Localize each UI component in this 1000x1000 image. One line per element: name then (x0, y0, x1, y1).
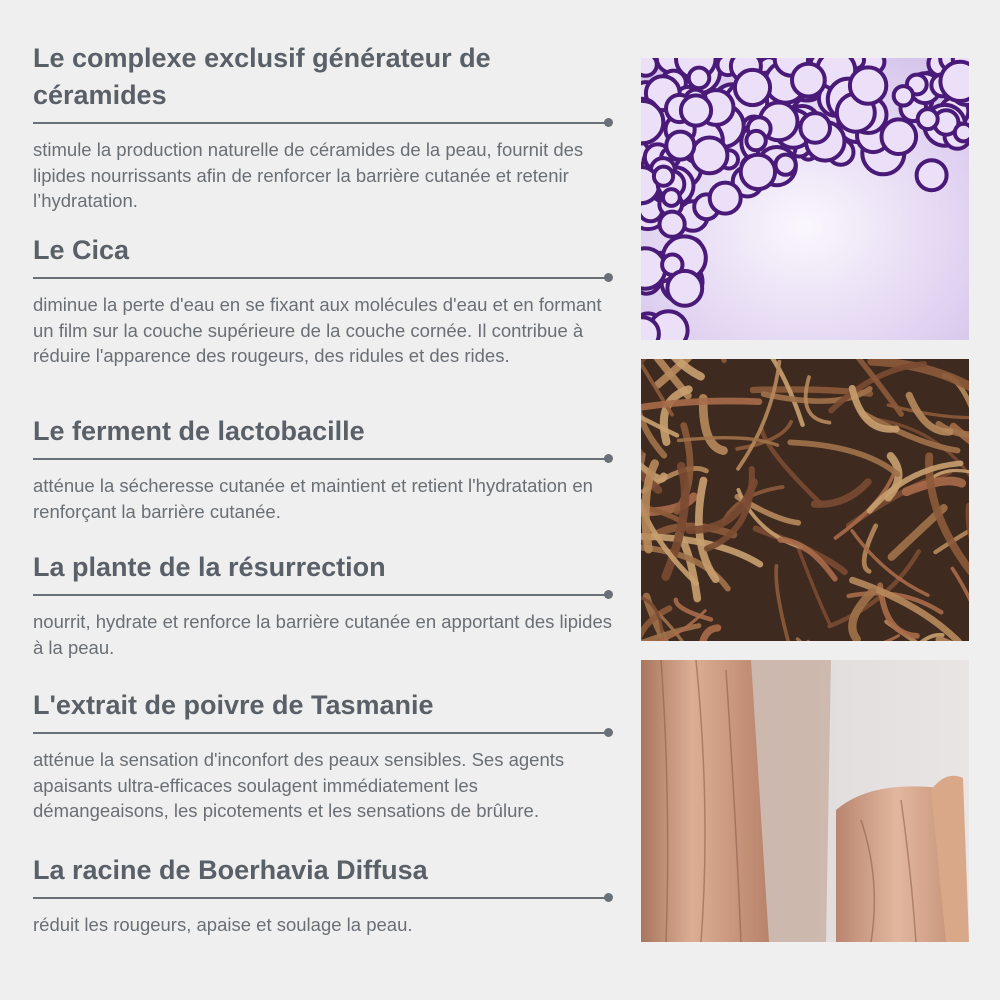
divider (33, 893, 613, 903)
section-description: diminue la perte d'eau en se fixant aux molécules d'eau et en formant un film sur la couche supérieure de la couche cornée. Il contribue à réduire l'apparence des rougeurs, des ridules et des rides. (33, 294, 602, 366)
section-title: Le Cica (33, 235, 130, 265)
section-title: La plante de la résurrection (33, 552, 386, 582)
divider (33, 273, 613, 283)
section-ceramides (33, 40, 613, 214)
bubbles-photo (641, 58, 969, 340)
section-title: Le ferment de lactobacille (33, 416, 365, 446)
divider (33, 454, 613, 464)
section-description: réduit les rougeurs, apaise et soulage la peau. (33, 914, 413, 935)
section-description: stimule la production naturelle de céramides de la peau, fournit des lipides nourrissants afin de renforcer la barrière cutanée et retenir l’hydratation. (33, 139, 584, 211)
section-boerhavia (33, 852, 613, 938)
section-description: atténue la sécheresse cutanée et maintient et retient l'hydratation en renforçant la barrière cutanée. (33, 475, 593, 522)
divider (33, 118, 613, 128)
section-lactobacille (33, 413, 613, 524)
section-tasmanian-pepper (33, 687, 613, 824)
section-title: La racine de Boerhavia Diffusa (33, 855, 428, 885)
section-cica (33, 232, 613, 369)
section-description: atténue la sensation d'inconfort des peaux sensibles. Ses agents apaisants ultra-efficaces soulagent immédiatement les démangeaisons, les picotements et les sensations de brûlure. (33, 749, 565, 821)
section-description: nourrit, hydrate et renforce la barrière cutanée en apportant des lipides à la peau. (33, 611, 612, 658)
section-resurrection-plant (33, 549, 613, 660)
divider (33, 590, 613, 600)
boerhavia-root-photo (641, 660, 969, 942)
resurrection-plant-photo (641, 359, 969, 641)
section-title: L'extrait de poivre de Tasmanie (33, 690, 434, 720)
divider (33, 728, 613, 738)
section-title: Le complexe exclusif générateur de céramides (33, 43, 491, 110)
